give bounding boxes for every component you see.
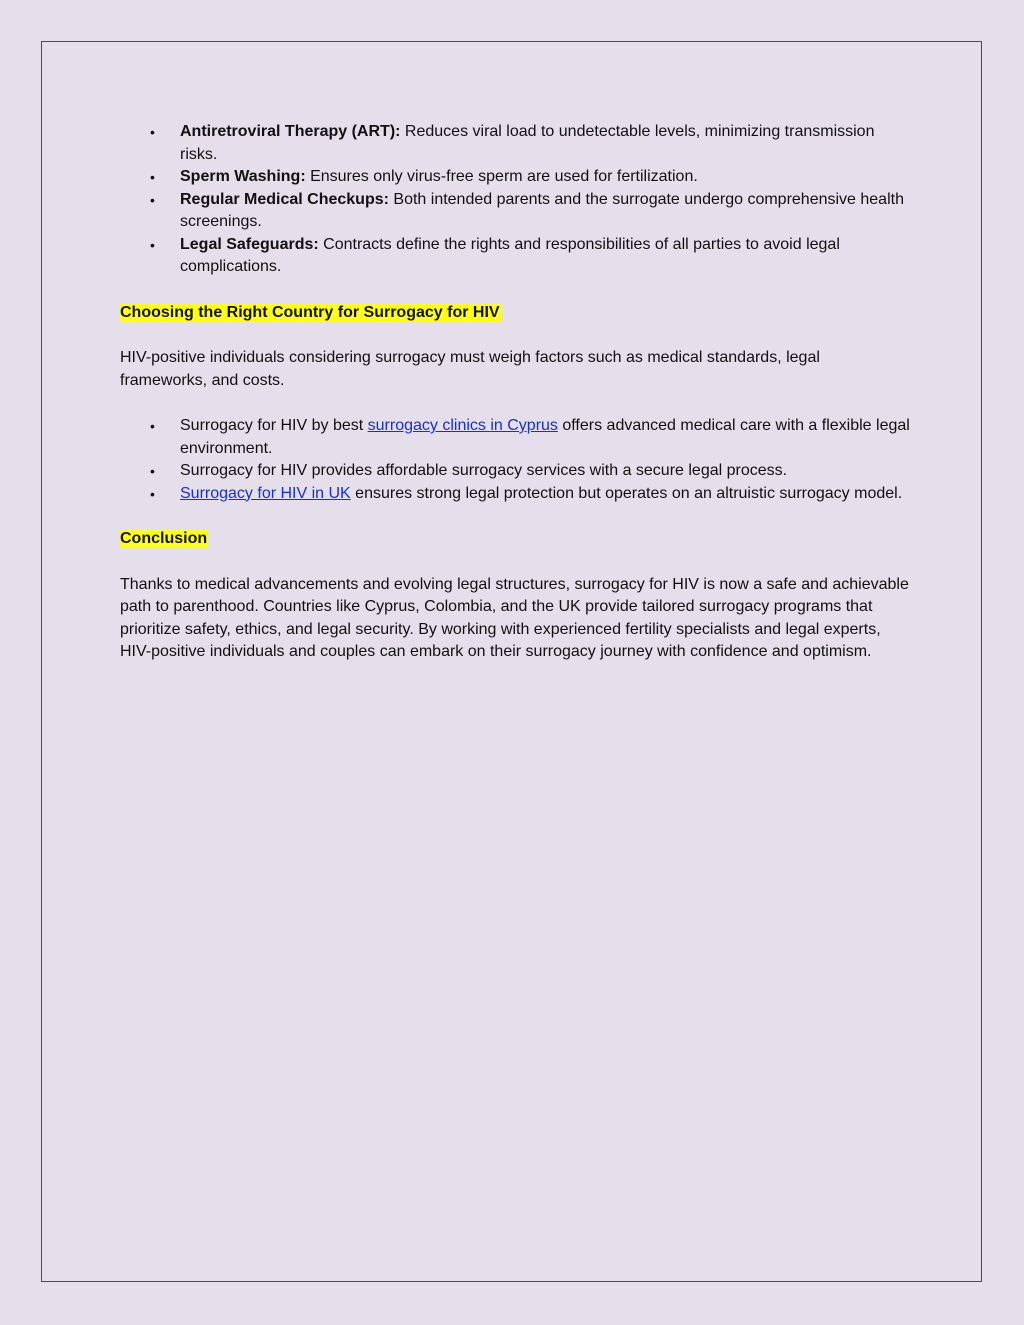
item-text: Contracts define the rights and responsibilities of all parties to avoid legal complications. bbox=[180, 235, 840, 275]
country-options-list bbox=[120, 415, 910, 505]
bullet-icon: • bbox=[150, 169, 155, 185]
country-intro-paragraph: HIV-positive individuals considering surrogacy must weigh factors such as medical standards, legal frameworks, and costs. bbox=[120, 349, 820, 389]
cyprus-clinics-link[interactable]: surrogacy clinics in Cyprus bbox=[367, 417, 558, 434]
item-text: Both intended parents and the surrogate undergo comprehensive health screenings. bbox=[180, 190, 904, 230]
bullet-icon: • bbox=[150, 236, 155, 253]
list-item bbox=[120, 121, 910, 166]
bullet-icon: • bbox=[150, 418, 155, 434]
bullet-icon: • bbox=[150, 485, 155, 502]
item-bold-label: Regular Medical Checkups: bbox=[180, 190, 389, 208]
list-item bbox=[120, 415, 910, 460]
list-item bbox=[120, 460, 910, 483]
safety-measures-list bbox=[120, 121, 910, 279]
bullet-icon: • bbox=[150, 124, 155, 140]
item-bold-label: Legal Safeguards: bbox=[180, 235, 319, 253]
country-heading-text: Choosing the Right Country for Surrogacy for HIV bbox=[120, 303, 500, 321]
item-text: offers advanced medical care with a flexible legal environment. bbox=[180, 417, 910, 457]
document-content bbox=[120, 121, 910, 664]
conclusion-heading bbox=[120, 528, 910, 551]
bullet-icon: • bbox=[150, 191, 155, 208]
item-bold-label: Antiretroviral Therapy (ART): bbox=[180, 123, 401, 140]
item-text: Surrogacy for HIV by best bbox=[180, 417, 368, 434]
item-text: Surrogacy for HIV provides affordable surrogacy services with a secure legal process. bbox=[180, 462, 788, 479]
item-text: Ensures only virus-free sperm are used for fertilization. bbox=[305, 168, 698, 185]
list-item bbox=[120, 189, 910, 234]
country-section-heading bbox=[120, 302, 910, 325]
conclusion-paragraph: Thanks to medical advancements and evolving legal structures, surrogacy for HIV is now a safe and achievable path to parenthood. Countries like Cyprus, Colombia, and the UK provide tailored surrogacy programs that prioritize safety, ethics, and legal security. By working with experienced fertility specialists and legal experts, HIV-positive individuals and couples can embark on their surrogacy journey with confidence and optimism. bbox=[120, 575, 909, 660]
list-item bbox=[120, 234, 910, 279]
list-item bbox=[120, 483, 910, 506]
item-text: Reduces viral load to undetectable levels, minimizing transmission risks. bbox=[180, 123, 875, 163]
bullet-icon: • bbox=[150, 463, 155, 479]
item-text: ensures strong legal protection but operates on an altruistic surrogacy model. bbox=[350, 484, 903, 502]
conclusion-heading-text: Conclusion bbox=[120, 530, 208, 547]
list-item bbox=[120, 166, 910, 189]
hiv-uk-link[interactable]: Surrogacy for HIV in UK bbox=[180, 484, 351, 502]
item-bold-label: Sperm Washing: bbox=[180, 168, 306, 185]
